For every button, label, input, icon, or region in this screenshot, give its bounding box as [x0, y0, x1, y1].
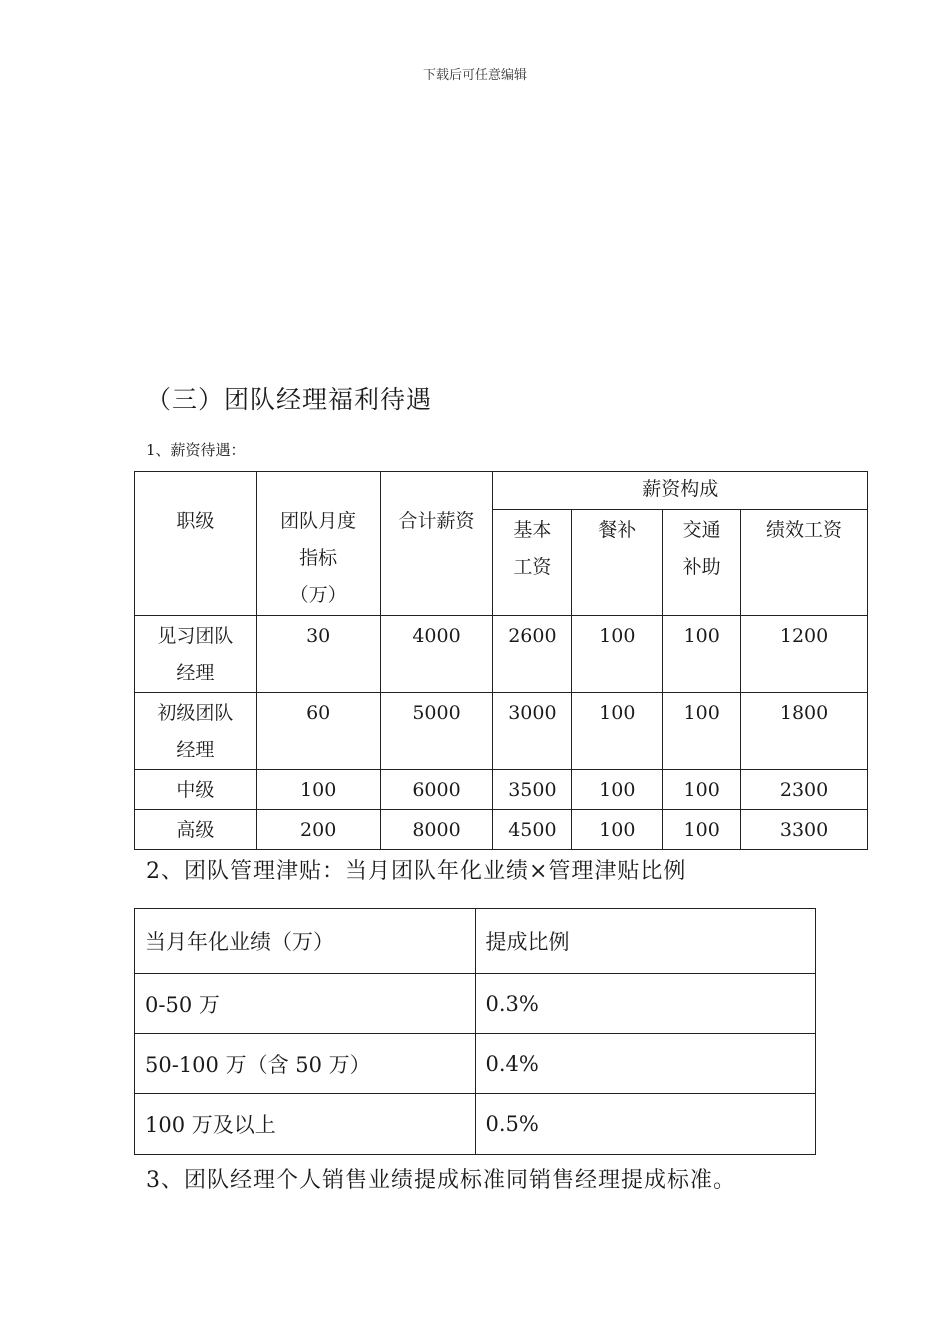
salary-table — [134, 471, 868, 850]
cell-transport: 100 — [663, 810, 741, 850]
table-row — [135, 770, 868, 810]
table-row — [135, 693, 868, 770]
cell-target: 100 — [256, 770, 380, 810]
header-meal: 餐补 — [572, 510, 663, 616]
cell-performance: 3300 — [741, 810, 868, 850]
cell-transport: 100 — [663, 616, 741, 693]
cell-target: 30 — [256, 616, 380, 693]
cell-level: 高级 — [135, 810, 257, 850]
cell-meal: 100 — [572, 810, 663, 850]
cell-rate: 0.4% — [475, 1034, 816, 1094]
cell-base: 2600 — [493, 616, 572, 693]
cell-meal: 100 — [572, 693, 663, 770]
table-row — [135, 1094, 816, 1155]
cell-range: 50-100 万（含 50 万） — [135, 1034, 476, 1094]
cell-performance: 1800 — [741, 693, 868, 770]
allowance-table — [134, 908, 816, 1155]
subsection-title: 1、薪资待遇： — [146, 441, 246, 459]
cell-base: 4500 — [493, 810, 572, 850]
table-row — [135, 1034, 816, 1094]
cell-target: 60 — [256, 693, 380, 770]
header-commission-rate: 提成比例 — [475, 909, 816, 974]
paragraph-personal-commission: 3、团队经理个人销售业绩提成标准同销售经理提成标准。 — [146, 1168, 736, 1193]
table-row — [135, 810, 868, 850]
cell-level: 初级团队 经理 — [135, 693, 257, 770]
header-composition: 薪资构成 — [493, 472, 868, 510]
allowance-header-row — [135, 909, 816, 974]
cell-meal: 100 — [572, 616, 663, 693]
section-title: （三）团队经理福利待遇 — [146, 385, 433, 414]
header-note: 下载后可任意编辑 — [422, 68, 527, 83]
cell-rate: 0.3% — [475, 974, 816, 1034]
cell-range: 0-50 万 — [135, 974, 476, 1034]
cell-performance: 1200 — [741, 616, 868, 693]
cell-rate: 0.5% — [475, 1094, 816, 1155]
cell-transport: 100 — [663, 693, 741, 770]
header-base: 基本 工资 — [493, 510, 572, 616]
salary-header-row — [135, 472, 868, 510]
header-performance: 绩效工资 — [741, 510, 868, 616]
cell-level: 见习团队 经理 — [135, 616, 257, 693]
cell-transport: 100 — [663, 770, 741, 810]
cell-range: 100 万及以上 — [135, 1094, 476, 1155]
paragraph-management-allowance: 2、团队管理津贴：当月团队年化业绩×管理津贴比例 — [146, 859, 687, 884]
table-row — [135, 974, 816, 1034]
cell-total: 6000 — [380, 770, 493, 810]
cell-target: 200 — [256, 810, 380, 850]
cell-total: 4000 — [380, 616, 493, 693]
cell-performance: 2300 — [741, 770, 868, 810]
cell-total: 5000 — [380, 693, 493, 770]
header-target: 团队月度 指标 （万） — [256, 472, 380, 616]
cell-base: 3500 — [493, 770, 572, 810]
header-total: 合计薪资 — [380, 472, 493, 616]
cell-meal: 100 — [572, 770, 663, 810]
table-row — [135, 616, 868, 693]
cell-total: 8000 — [380, 810, 493, 850]
header-transport: 交通 补助 — [663, 510, 741, 616]
cell-level: 中级 — [135, 770, 257, 810]
header-level: 职级 — [135, 472, 257, 616]
cell-base: 3000 — [493, 693, 572, 770]
header-annual-performance: 当月年化业绩（万） — [135, 909, 476, 974]
